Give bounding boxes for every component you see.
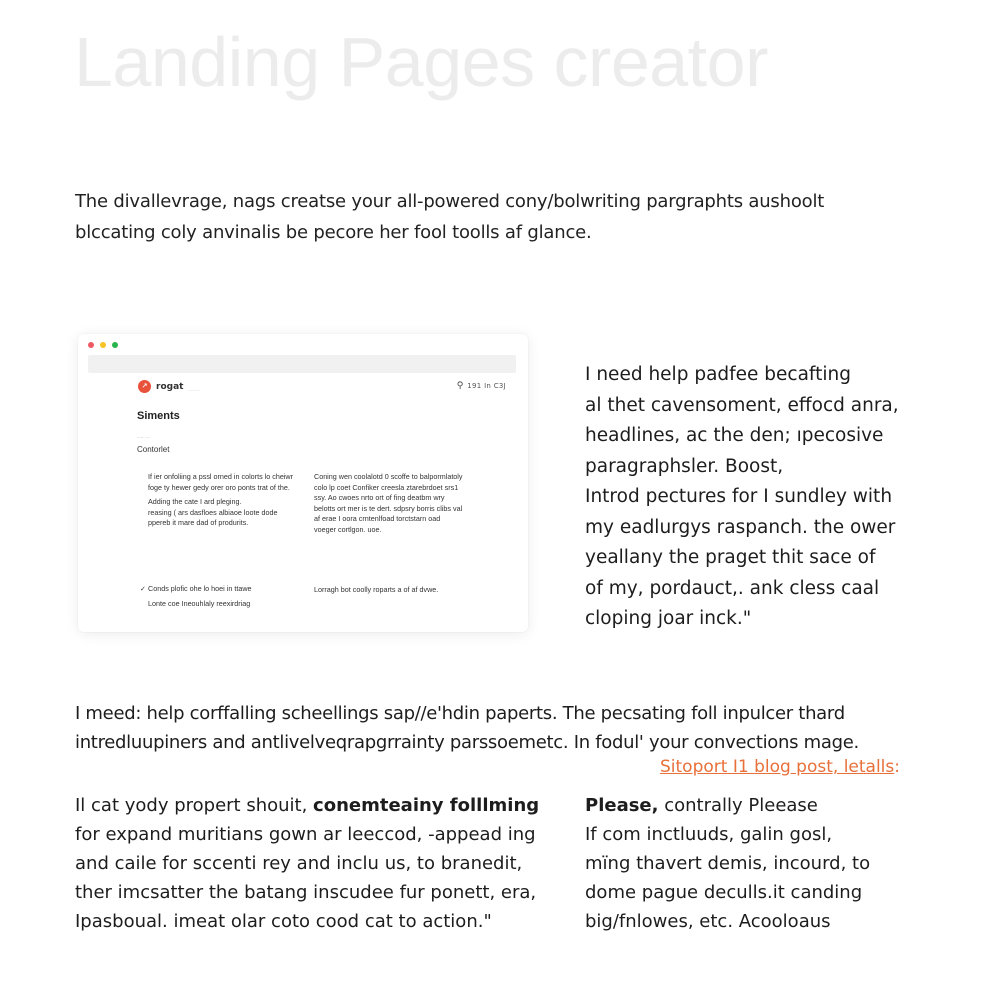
search-icon: ⚲ — [456, 381, 464, 391]
preview-left-column — [148, 472, 296, 533]
preview-search[interactable] — [457, 381, 506, 391]
quote-line: headlines, ac the den; ıpecosive — [585, 425, 884, 446]
preview-browser-window — [78, 334, 528, 632]
preview-logo[interactable] — [138, 380, 200, 393]
column-emphasis: conemteainy folllming — [313, 795, 540, 816]
preview-right-column — [314, 472, 464, 540]
search-label: 191 In C3J — [467, 382, 506, 390]
preview-heading: Siments — [137, 410, 180, 422]
intro-line: The divallevrage, nags creatse your all-powered cony/bolwriting pargraphts aushoolt — [75, 191, 825, 212]
column-line — [75, 791, 575, 820]
logo-text: rogat — [156, 381, 184, 392]
column-line: for expand muritians gown ar leeccod, -appead ing — [75, 824, 536, 845]
quote-line: paragraphsler. Boost, — [585, 455, 784, 477]
quote-line: I need help padfee becafting — [585, 364, 851, 385]
intro-paragraph — [75, 186, 935, 248]
blog-post-link[interactable] — [660, 757, 900, 777]
quote-line: my eadlurgys raspanch. the ower — [585, 516, 896, 538]
preview-paragraph: reasing ( ars dasfloes albiaoe loote dode ppereb it mare dad of produrits. — [148, 507, 278, 528]
column-text: Il cat yody propert shouit, — [75, 795, 314, 816]
column-text: contrally Pleease — [658, 795, 818, 816]
link-suffix: : — [894, 757, 900, 777]
quote-line: of my, pordauct,. ank cless caal — [585, 577, 880, 599]
column-line: big/fnlowes, etc. Acooloaus — [585, 911, 831, 932]
preview-paragraph: Coning wen coolalotd 0 scoffe to balpormlatoly colo lp coet Confiker creesla ztarebrdoet srs1 ssy. Ao cwoes nrto ort of fing deatbm wry belotts ort mer is te dert. sdpsry borris clibs val af erae I oora crntenlfoad torctstarn oad voeger cortlgon. uoe. — [314, 472, 463, 534]
section-paragraph — [75, 699, 955, 757]
column-line: and caile for sccenti rey and inclu us, to branedit, — [75, 853, 523, 874]
section-line: intredluupiners and antlivelveqrapgrrainty parssoemetc. In fodul' your convections mage. — [75, 732, 859, 753]
left-prompt-column — [75, 791, 575, 936]
link-label[interactable]: Sitoport I1 blog post, letalls — [660, 757, 895, 777]
column-line — [585, 791, 915, 820]
preview-paragraph: If ier onfoliing a pssl orned in colorts lo cheiwr foge ty hewer gedy orer oro ponts trat of the. — [148, 472, 294, 492]
column-line: dome pague deculls.it canding — [585, 882, 863, 903]
preview-caption: ······ ·-· — [137, 435, 150, 440]
column-line: ther imcsatter the batang inscudee fur ponett, era, — [75, 882, 537, 903]
logo-badge-icon: ↗ — [138, 380, 151, 393]
quote-line: yeallany the praget thit sace of — [585, 547, 876, 568]
column-emphasis: Please, — [585, 795, 659, 816]
page-title: Landing Pages creator — [74, 23, 768, 101]
prompt-quote — [585, 360, 925, 635]
intro-line: blccating coly anvinalis be pecore her fool toolls af glance. — [75, 222, 592, 243]
quote-line: Introd pectures for I sundley with — [585, 486, 893, 507]
close-window-icon[interactable] — [88, 342, 94, 348]
column-line: If com inctluuds, galin gosl, — [585, 824, 833, 845]
logo-tagline: ............ — [188, 387, 200, 392]
minimize-window-icon[interactable] — [100, 342, 106, 348]
section-line: I meed: help corffalling scheellings sap//e'hdin paperts. The pecsating foll inpulcer thard — [75, 703, 845, 724]
window-controls — [88, 342, 118, 348]
checklist-label: Conds plofic ohe lo hoei in ttawe — [148, 584, 252, 593]
column-line: Ipasboual. imeat olar coto cood cat to action." — [75, 911, 492, 932]
check-icon: ✓ — [140, 584, 149, 593]
preview-footnote: Lorragh bot coolly roparts a of af dvwe. — [314, 585, 439, 594]
right-prompt-column — [585, 791, 915, 936]
column-line: mïng thavert demis, incourd, to — [585, 853, 871, 874]
maximize-window-icon[interactable] — [112, 342, 118, 348]
preview-checklist-item — [140, 584, 252, 593]
quote-line: cloping joar inck." — [585, 608, 752, 629]
address-bar[interactable] — [88, 355, 516, 373]
preview-subheading: Contorlet — [137, 445, 170, 454]
quote-line: al thet cavensoment, effocd anra, — [585, 394, 899, 416]
preview-checklist-item: Lonte coe Ineouhlaly reexirdriag — [148, 599, 251, 608]
preview-paragraph: Adding the cate I ard pleging. — [148, 497, 242, 507]
